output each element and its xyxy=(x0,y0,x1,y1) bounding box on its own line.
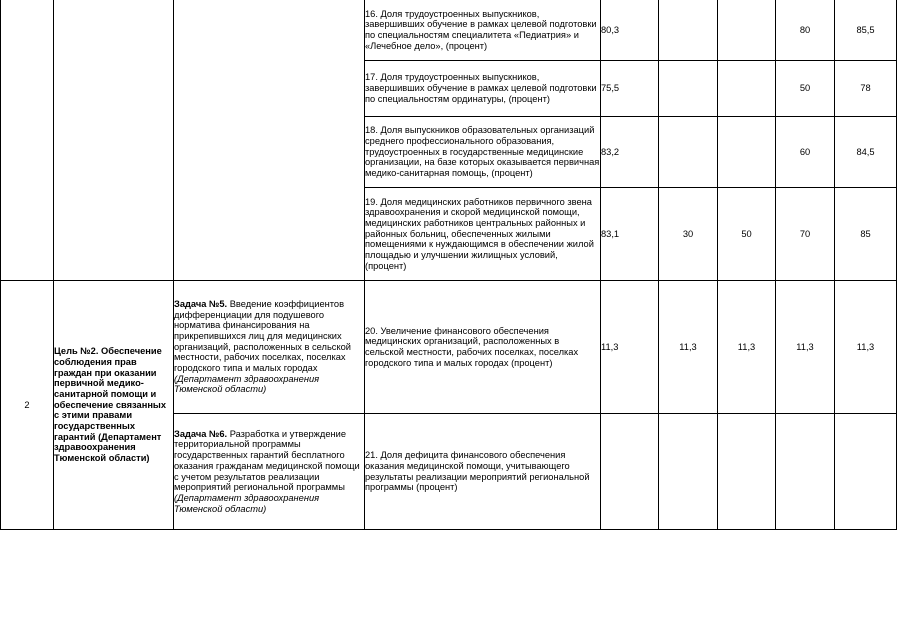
table-row xyxy=(1,281,897,414)
value-1: 11,3 xyxy=(659,281,718,414)
task-6-department: (Департамент здравоохранения Тюменской области) xyxy=(174,492,320,514)
value-3: 80 xyxy=(776,0,835,61)
base-value: 80,3 xyxy=(601,0,659,61)
value-4: 85,5 xyxy=(835,0,897,61)
value-2 xyxy=(718,414,776,530)
base-value xyxy=(601,414,659,530)
goal-number: 2 xyxy=(1,281,54,530)
value-2 xyxy=(718,0,776,61)
indicator-18: 18. Доля выпускников образовательных организаций среднего профессионального образования, трудоустроенных в государственные медицинские организации, на базе которых оказывается первичная медико-санитарная помощь, (процент) xyxy=(365,117,601,188)
value-1: 30 xyxy=(659,188,718,281)
task-5-department: (Департамент здравоохранения Тюменской области) xyxy=(174,373,320,395)
indicator-21: 21. Доля дефицита финансового обеспечения оказания медицинской помощи, учитывающего результаты реализации мероприятий региональной программы (процент) xyxy=(365,414,601,530)
value-4 xyxy=(835,414,897,530)
value-1 xyxy=(659,0,718,61)
value-1 xyxy=(659,414,718,530)
goal-2-text: Цель №2. Обеспечение соблюдения прав граждан при оказании первичной медико-санитарной помощи и обеспечение связанных с этими правами государственных гарантий (Департамент здравоохранения Тюменской области) xyxy=(54,281,174,530)
value-3: 70 xyxy=(776,188,835,281)
goal-cell-empty xyxy=(54,0,174,281)
table-row xyxy=(1,0,897,61)
task-5-body: Введение коэффициентов дифференциации для подушевого норматива финансирования на прикрепившихся лиц для медицинских организаций, расположенных в сельской местности, рабочих поселках, поселках городского типа и малых городах xyxy=(174,298,351,374)
value-3: 11,3 xyxy=(776,281,835,414)
task-6 xyxy=(174,414,365,530)
task-cell-empty xyxy=(174,0,365,281)
value-1 xyxy=(659,61,718,117)
indicator-16: 16. Доля трудоустроенных выпускников, завершивших обучение в рамках целевой подготовки по специальностям специалитета «Педиатрия» и «Лечебное дело», (процент) xyxy=(365,0,601,61)
task-5 xyxy=(174,281,365,414)
base-value: 75,5 xyxy=(601,61,659,117)
value-4: 85 xyxy=(835,188,897,281)
task-6-title: Задача №6. xyxy=(174,428,228,439)
indicator-20: 20. Увеличение финансового обеспечения медицинских организаций, расположенных в сельской местности, рабочих поселках, поселках городского типа и малых городах (процент) xyxy=(365,281,601,414)
row-number-cell-empty xyxy=(1,0,54,281)
base-value: 83,2 xyxy=(601,117,659,188)
value-3: 60 xyxy=(776,117,835,188)
value-4: 84,5 xyxy=(835,117,897,188)
value-3 xyxy=(776,414,835,530)
task-6-body: Разработка и утверждение территориальной программы государственных гарантий бесплатного оказания гражданам медицинской помощи с учетом результатов реализации мероприятий региональной программы xyxy=(174,428,360,493)
value-2: 11,3 xyxy=(718,281,776,414)
value-2 xyxy=(718,61,776,117)
base-value: 11,3 xyxy=(601,281,659,414)
indicator-17: 17. Доля трудоустроенных выпускников, завершивших обучение в рамках целевой подготовки по специальностям ординатуры, (процент) xyxy=(365,61,601,117)
value-4: 78 xyxy=(835,61,897,117)
indicator-19: 19. Доля медицинских работников первичного звена здравоохранения и скорой медицинской помощи, медицинских работников центральных районных и районных больниц, обеспеченных жилыми помещениями к нуждающимся в обеспечении жилой площадью и улучшении жилищных условий, (процент) xyxy=(365,188,601,281)
value-2: 50 xyxy=(718,188,776,281)
value-4: 11,3 xyxy=(835,281,897,414)
base-value: 83,1 xyxy=(601,188,659,281)
value-1 xyxy=(659,117,718,188)
task-5-title: Задача №5. xyxy=(174,298,228,309)
value-3: 50 xyxy=(776,61,835,117)
value-2 xyxy=(718,117,776,188)
